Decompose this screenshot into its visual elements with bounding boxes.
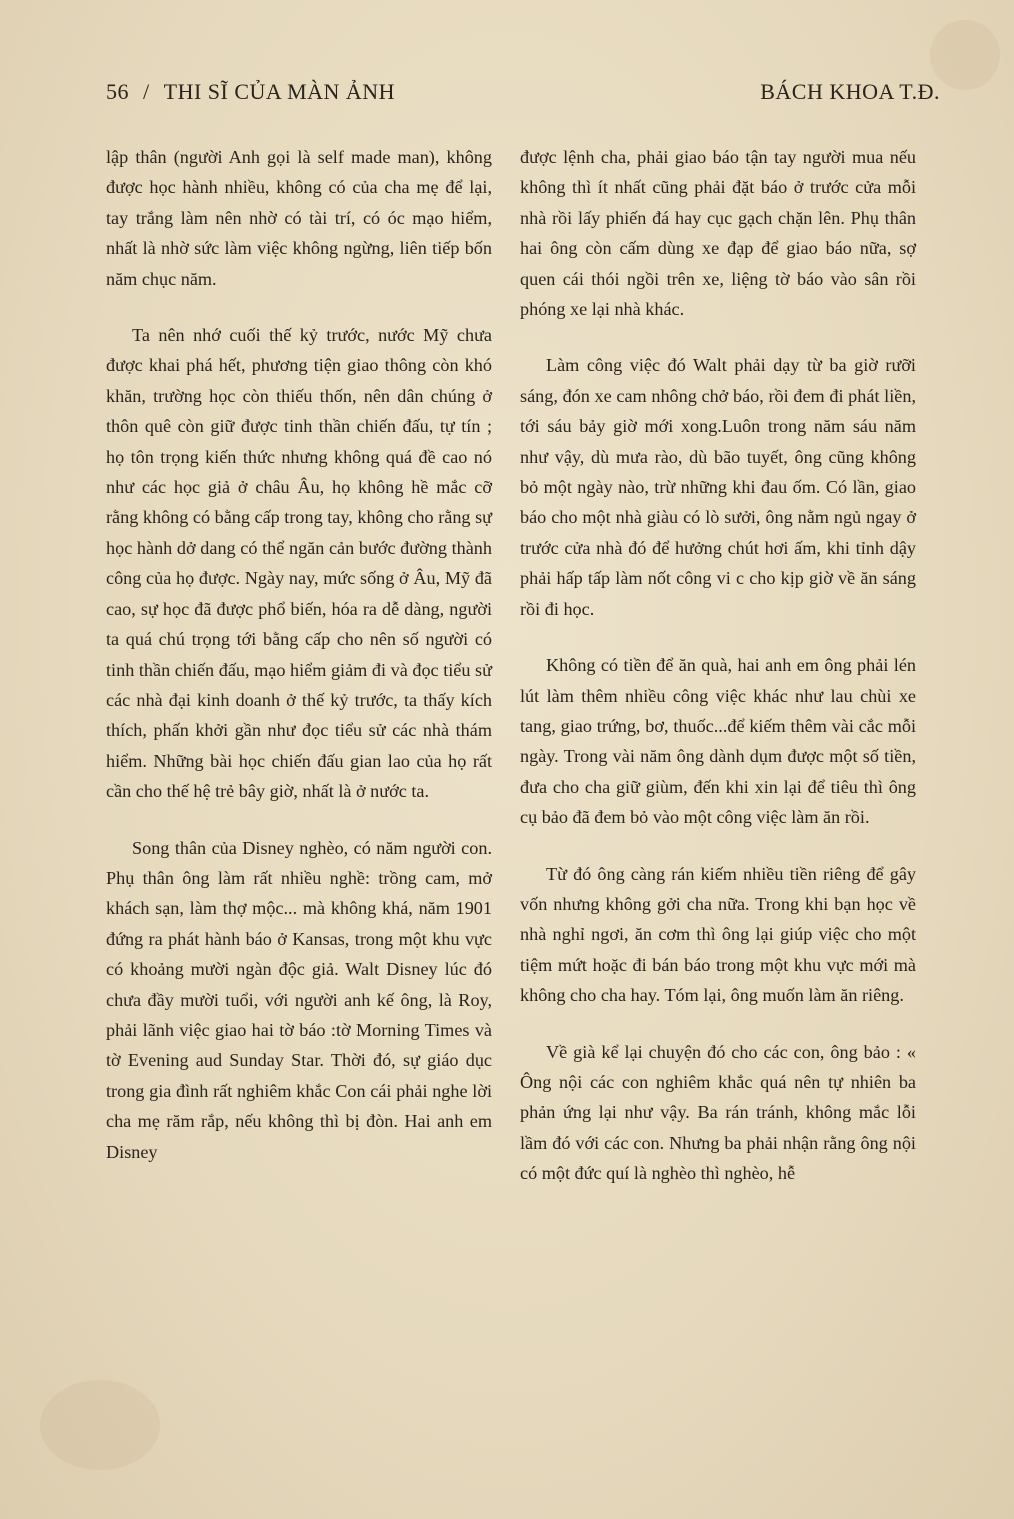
section-title: THI SĨ CỦA MÀN ẢNH — [163, 79, 396, 104]
paper-stain — [40, 1380, 160, 1470]
paragraph: Làm công việc đó Walt phải dạy từ ba giờ rưỡi sáng, đón xe cam nhông chở báo, rồi đem đi phát liền, tới sáu bảy giờ mới xong.Luôn trong năm sáu năm như vậy, dù mưa rào, dù bão tuyết, ông cũng không bỏ một ngày nào, trừ những khi đau ốm. Có lần, giao báo cho một nhà giàu có lò sưởi, ông nằm ngủ ngay ở trước cửa nhà đó để hưởng chút hơi ấm, khi tỉnh dậy phải hấp tấp làm nốt công vi c cho kịp giờ về ăn sáng rồi đi học. — [520, 355, 916, 619]
paragraph: Từ đó ông càng rán kiếm nhiều tiền riêng để gây vốn nhưng không gởi cha nữa. Trong khi bạn học về nhà nghỉ ngơi, ăn cơm thì ông lại giúp việc cho một tiệm mứt hoặc đi bán báo trong một khu vực mới mà không cho cha hay. Tóm lại, ông muốn làm ăn riêng. — [520, 863, 916, 1006]
header-left — [106, 79, 395, 105]
paragraph: Song thân của Disney nghèo, có năm người con. Phụ thân ông làm rất nhiều nghề: trồng cam, mở khách sạn, làm thợ mộc... mà không khá, năm 1901 đứng ra phát hành báo ở Kansas, trong một khu vực có khoảng mười ngàn độc giả. Walt Disney lúc đó chưa đầy mười tuổi, với người anh kế ông, là Roy, phải lãnh việc giao hai tờ báo :tờ Morning Times và tờ Evening aud Sunday Star. Thời đó, sự giáo dục trong gia đình rất nghiêm khắc Con cái phải nghe lời cha mẹ răm rắp, nếu không thì bị đòn. Hai anh em Disney — [106, 837, 492, 1162]
left-column — [106, 142, 492, 1193]
header-separator: / — [143, 79, 150, 104]
paragraph: được lệnh cha, phải giao báo tận tay người mua nếu không thì ít nhất cũng phải đặt báo ở trước cửa mỗi nhà rồi lấy phiến đá hay cục gạch chặn lên. Phụ thân hai ông còn cấm dùng xe đạp để giao báo nữa, sợ quen cái thói ngồi trên xe, liệng tờ báo vào sân rồi phóng xe lại nhà khác. — [520, 147, 916, 320]
page-header — [106, 72, 940, 112]
paragraph: Về già kể lại chuyện đó cho các con, ông bảo : « Ông nội các con nghiêm khắc quá nên tự nhiên ba phản ứng lại như vậy. Ba rán tránh, không mắc lỗi lầm đó với các con. Nhưng ba phải nhận rằng ông nội có một đức quí là nghèo thì nghèo, hễ — [520, 1041, 916, 1184]
paper-stain — [930, 20, 1000, 90]
publication-name: BÁCH KHOA T.Đ. — [760, 79, 940, 104]
right-column — [520, 142, 916, 1215]
page-number: 56 — [106, 79, 129, 104]
paragraph: lập thân (người Anh gọi là self made man), không được học hành nhiều, không có của cha mẹ để lại, tay trắng làm nên nhờ có tài trí, có óc mạo hiểm, nhất là nhờ sức làm việc không ngừng, liên tiếp bốn năm chục năm. — [106, 147, 492, 289]
paragraph: Ta nên nhớ cuối thế kỷ trước, nước Mỹ chưa được khai phá hết, phương tiện giao thông còn khó khăn, trường học còn thiếu thốn, nên dân chúng ở thôn quê còn giữ được tinh thần chiến đấu, tự tín ; họ tôn trọng kiến thức nhưng không quá đề cao nó như các học giả ở châu Âu, họ không hề mắc cỡ rằng không có bằng cấp trong tay, không cho rằng sự học hành dở dang có thể ngăn cản bước đường thành công của họ được. Ngày nay, mức sống ở Âu, Mỹ đã cao, sự học đã được phổ biến, hóa ra dễ dàng, người ta quá chú trọng tới bằng cấp cho nên số người có tinh thần chiến đấu, mạo hiểm giảm đi và đọc tiểu sử các nhà đại kinh doanh ở thế kỷ trước, ta thấy kích thích, phấn khởi gần như đọc tiểu sử các nhà thám hiểm. Những bài học chiến đấu gian lao của họ rất cần cho thế hệ trẻ bây giờ, nhất là ở nước ta. — [106, 325, 492, 802]
paragraph: Không có tiền để ăn quà, hai anh em ông phải lén lút làm thêm nhiều công việc khác như lau chùi xe tang, giao trứng, bơ, thuốc...để kiếm thêm vài cắc mỗi ngày. Trong vài năm ông dành dụm được một số tiền, đưa cho cha giữ giùm, đến khi xin lại để tiêu thì ông cụ bảo đã đem bỏ vào một công việc làm ăn rồi. — [520, 655, 916, 828]
